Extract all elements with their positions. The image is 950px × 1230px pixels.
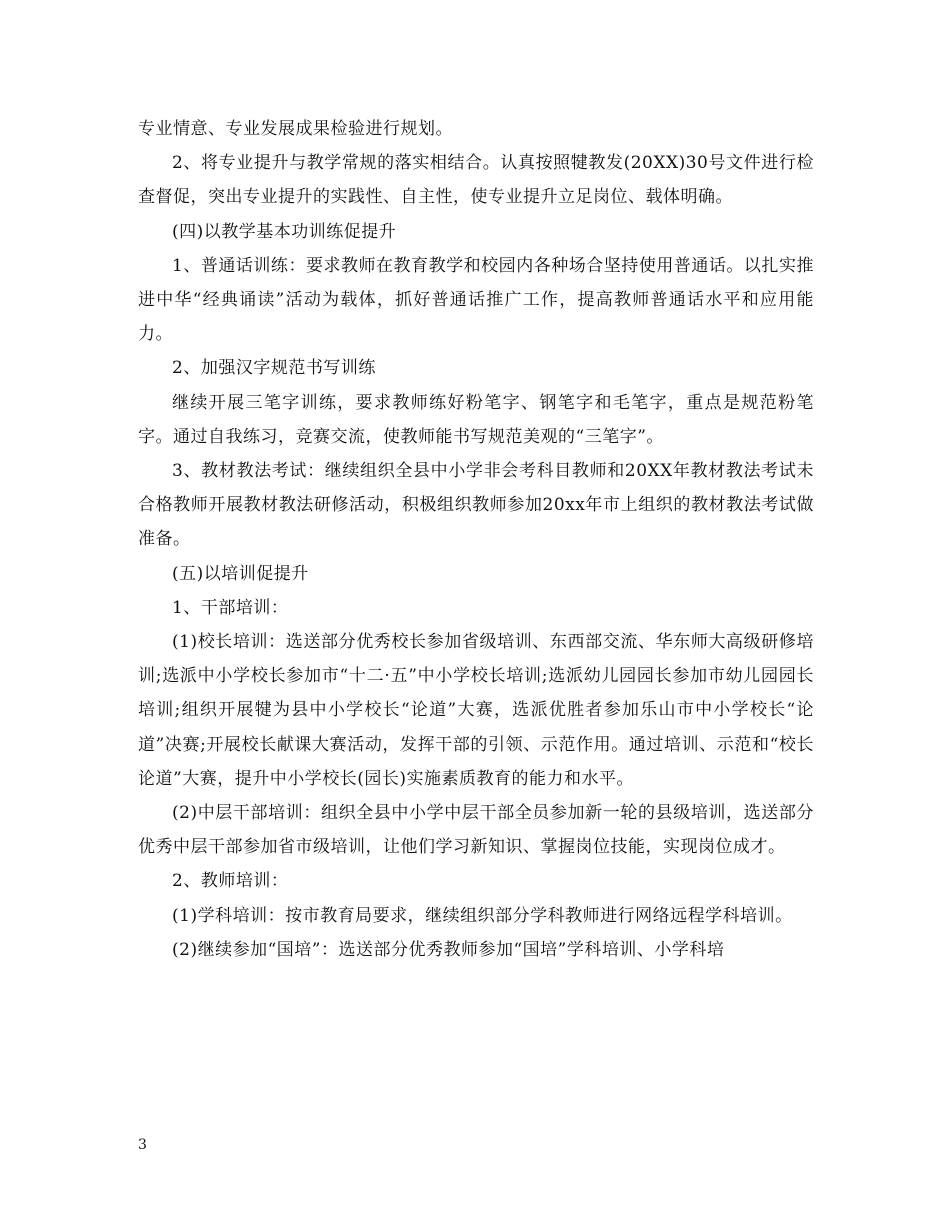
subheading-handwriting: 2、加强汉字规范书写训练 [172, 358, 376, 379]
paragraph-2: 2、将专业提升与教学常规的落实相结合。认真按照犍教发(20XX)30号文件进行检查督促，突出专业提升的实践性、自主性，使专业提升立足岗位、载体明确。 [138, 153, 814, 208]
paragraph-1: 专业情意、专业发展成果检验进行规划。 [138, 119, 453, 139]
paragraph-putonghua: 1、普通话训练：要求教师在教育教学和校园内各种场合坚持使用普通话。以扎实推进中华“经典诵读”活动为载体，抓好普通话推广工作，提高教师普通话水平和应用能力。 [138, 255, 814, 345]
paragraph-subject-training: (1)学科培训：按市教育局要求，继续组织部分学科教师进行网络远程学科培训。 [172, 905, 793, 926]
subheading-cadre-training: 1、干部培训： [172, 597, 289, 618]
paragraph-middle-cadre-training: (2)中层干部培训：组织全县中小学中层干部全员参加新一轮的县级培训，选送部分优秀中层干部参加省市级培训，让他们学习新知识、掌握岗位技能，实现岗位成才。 [138, 803, 814, 858]
paragraph-handwriting: 继续开展三笔字训练，要求教师练好粉笔字、钢笔字和毛笔字，重点是规范粉笔字。通过自我练习，竞赛交流，使教师能书写规范美观的“三笔字”。 [138, 392, 814, 447]
section-heading-5: (五)以培训促提升 [172, 563, 309, 584]
subheading-teacher-training: 2、教师培训： [172, 871, 289, 892]
page-number: 3 [138, 1137, 147, 1153]
paragraph-textbook-exam: 3、教材教法考试：继续组织全县中小学非会考科目教师和20XX年教材教法考试未合格教师开展教材教法研修活动，积极组织教师参加20xx年市上组织的教材教法考试做准备。 [138, 461, 814, 550]
section-heading-4: (四)以教学基本功训练促提升 [172, 221, 397, 242]
document-body [138, 112, 814, 967]
paragraph-principal-training: (1)校长培训：选送部分优秀校长参加省级培训、东西部交流、华东师大高级研修培训;选派中小学校长参加市“十二·五”中小学校长培训;选派幼儿园园长参加市幼儿园园长培训;组织开展犍为县中小学校长“论道”大赛，选派优胜者参加乐山市中小学校长“论道”决赛;开展校长献课大赛活动，发挥干部的引领、示范作用。通过培训、示范和“校长论道”大赛，提升中小学校长(园长)实施素质教育的能力和水平。 [138, 632, 814, 789]
paragraph-national-training: (2)继续参加“国培”：选送部分优秀教师参加“国培”学科培训、小学科培 [172, 939, 725, 960]
